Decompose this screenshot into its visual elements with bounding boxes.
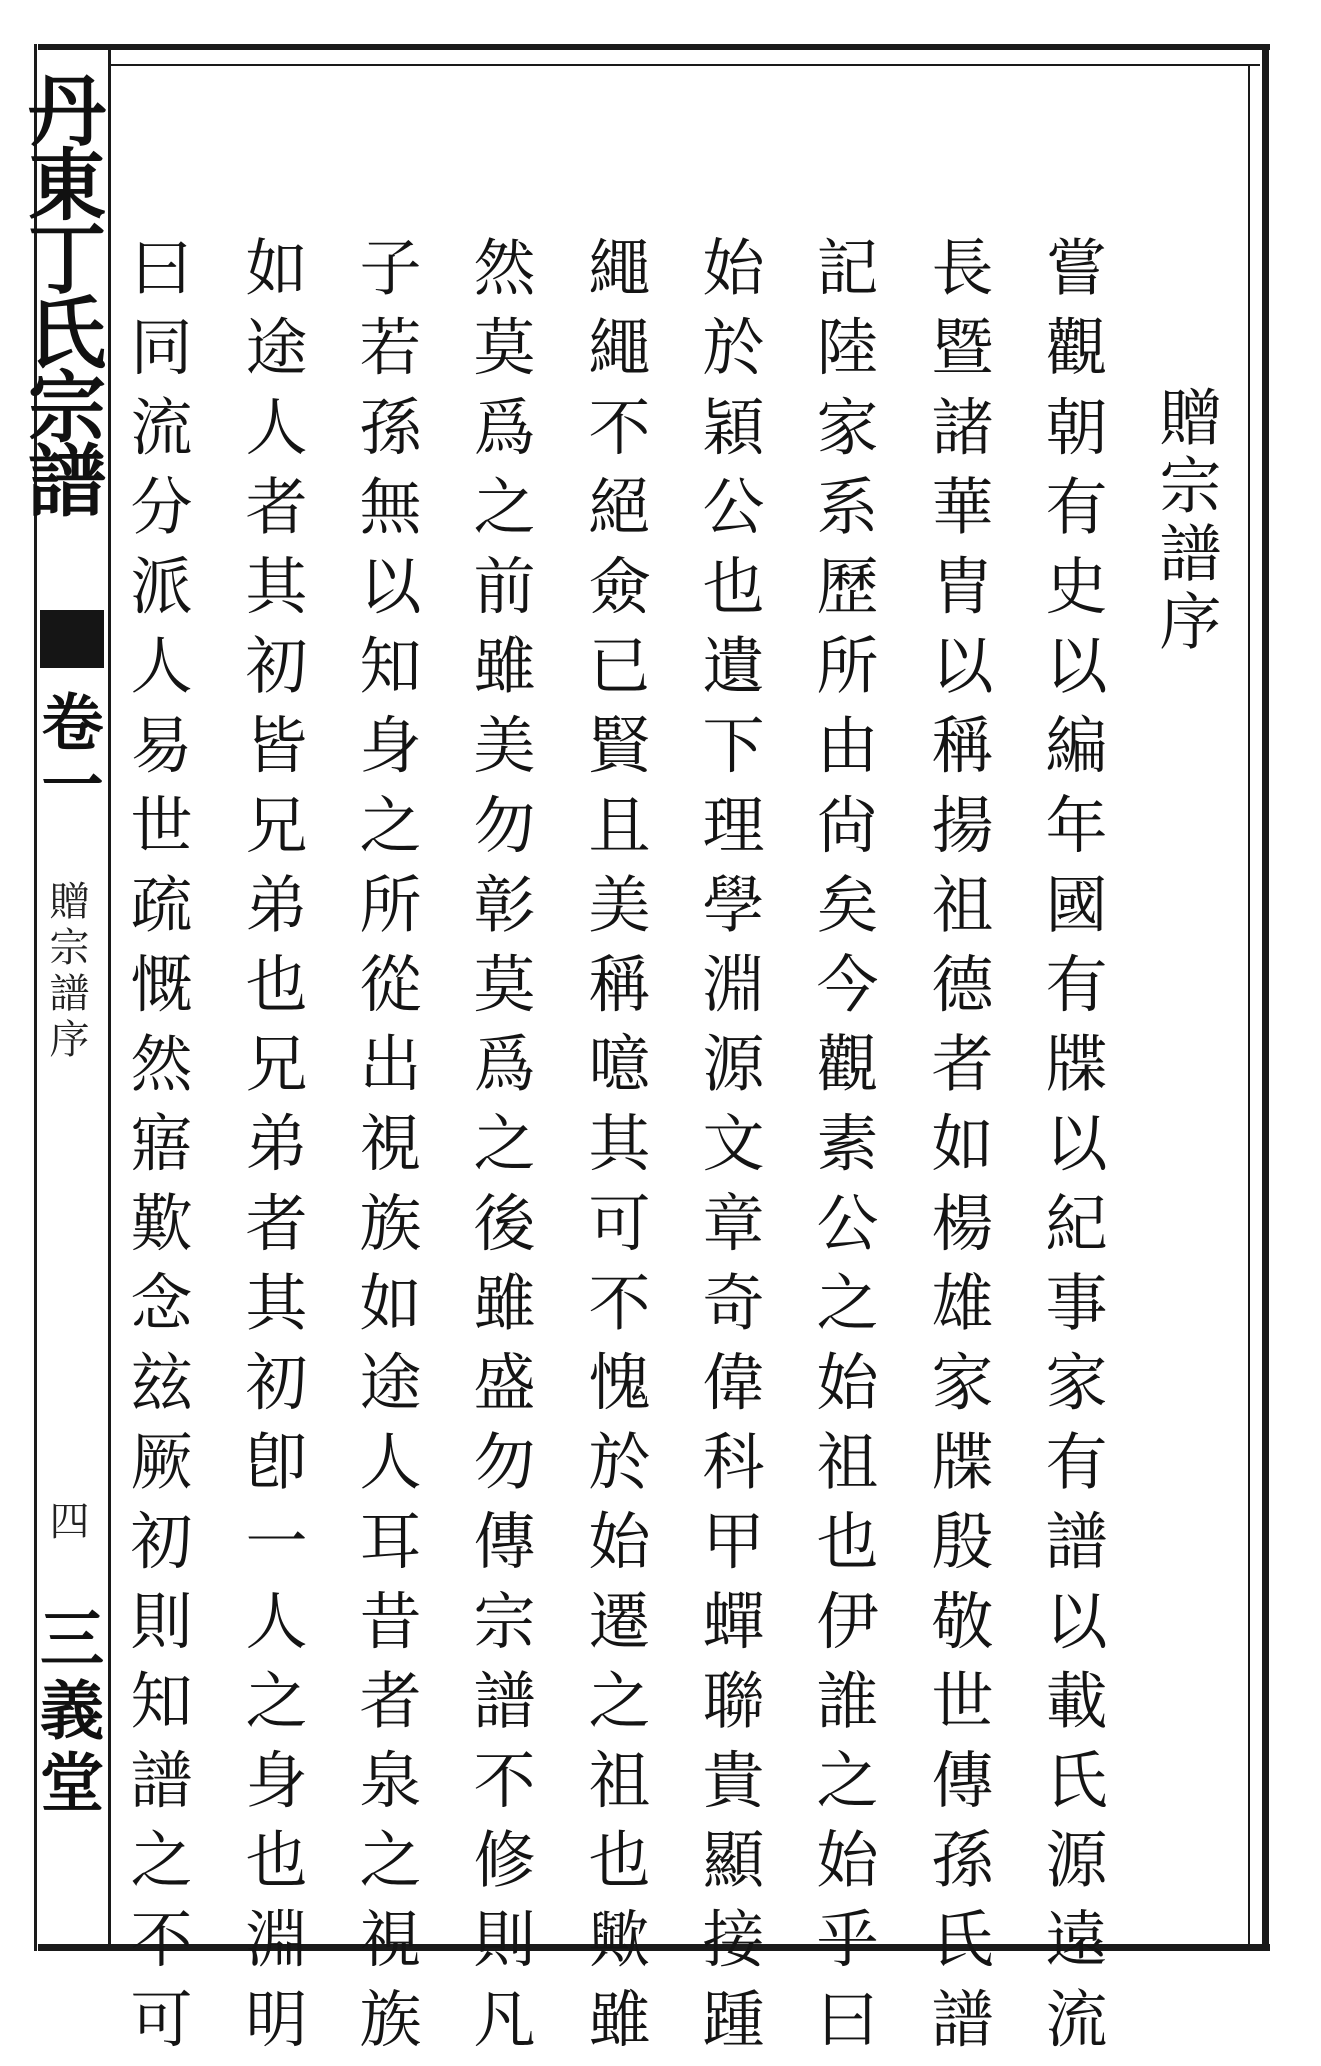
- text-column-7: 子若孫無以知身之所從出視族如途人耳昔者泉之視族: [349, 235, 422, 2066]
- right-border: [1262, 44, 1269, 1951]
- spine-divider: [108, 50, 111, 1944]
- text-column-8: 如途人者其初皆兄弟也兄弟者其初卽一人之身也淵明: [235, 235, 308, 2066]
- top-inner-border: [110, 64, 1260, 66]
- fishtail-mark: [40, 610, 104, 668]
- top-border: [38, 44, 1270, 50]
- text-column-1: 嘗觀朝有史以編年國有牒以紀事家有譜以載氏源遠流: [1035, 235, 1108, 2066]
- spine-section-title: 贈宗譜序: [43, 880, 89, 1064]
- text-column-9: 曰同流分派人易世疏慨然寤歎念玆厥初則知譜之不可: [120, 235, 193, 2066]
- text-column-3: 記陸家系歷所由尙矣今觀素公之始祖也伊誰之始乎曰: [806, 235, 879, 2066]
- text-column-2: 長暨諸華胄以稱揚祖德者如楊雄家牒殷敬世傳孫氏譜: [921, 235, 994, 2066]
- spine-page-number: 四: [43, 1500, 89, 1540]
- text-column-5: 繩繩不絕僉已賢且美稱噫其可不愧於始遷之祖也歟雖: [578, 235, 651, 2066]
- preface-title: 贈宗譜序: [1149, 385, 1222, 657]
- spine-hall-name: 三義堂: [29, 1605, 103, 1821]
- spine-volume: 卷一: [31, 690, 104, 814]
- right-inner-border: [1248, 64, 1250, 1944]
- text-column-6: 然莫爲之前雖美勿彰莫爲之後雖盛勿傳宗譜不修則凡: [463, 235, 536, 2066]
- spine-book-title: 丹東丁氏宗譜: [15, 70, 105, 514]
- text-column-4: 始於穎公也遺下理學淵源文章奇偉科甲蟬聯貴顯接踵: [692, 235, 765, 2066]
